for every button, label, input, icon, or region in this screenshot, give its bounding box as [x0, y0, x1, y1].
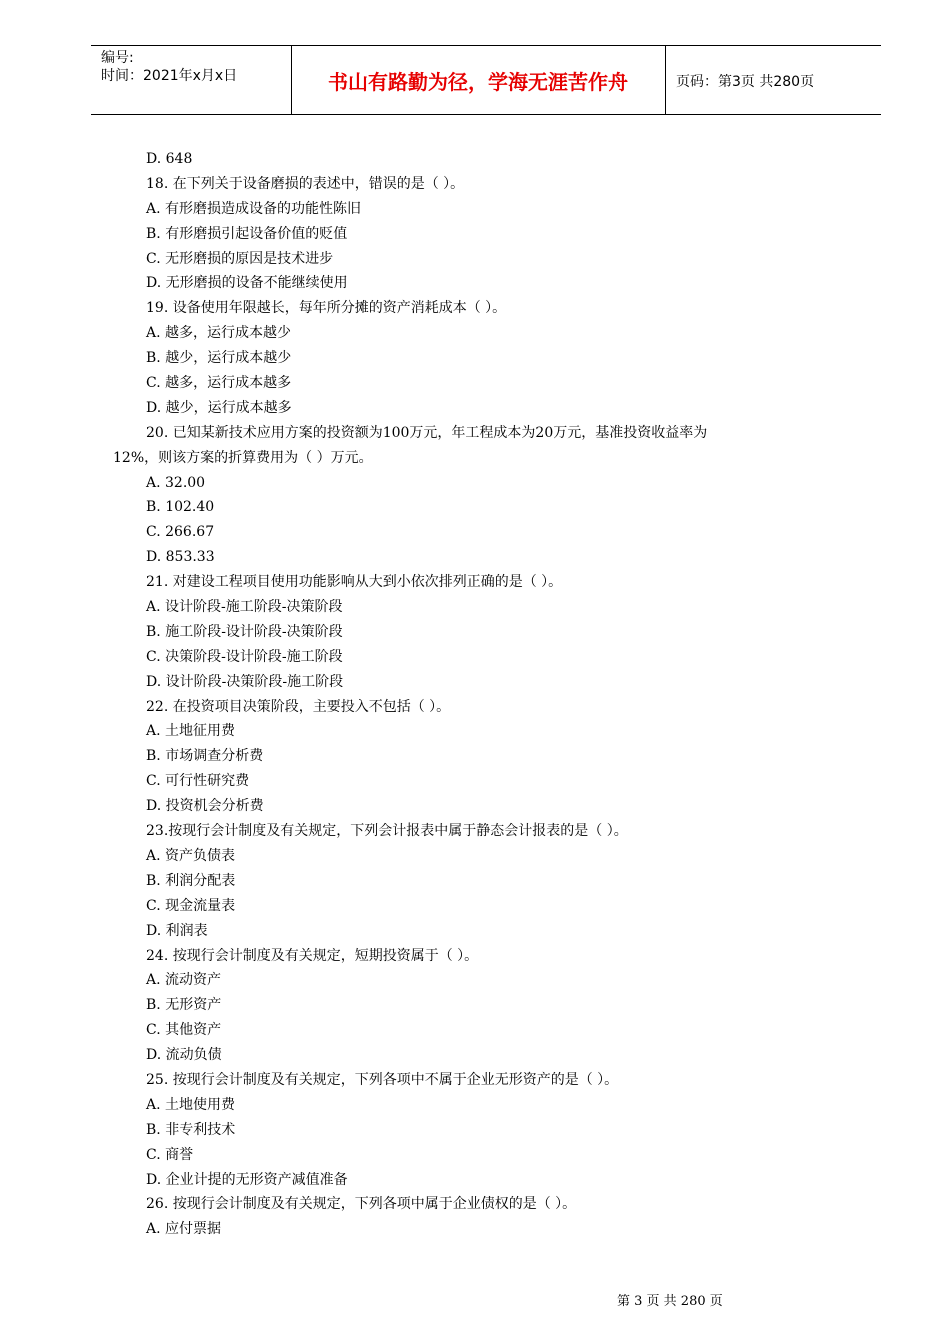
- document-body: [113, 147, 866, 1242]
- question-20: 20. 已知某新技术应用方案的投资额为100万元，年工程成本为20万元，基准投资收益率为: [146, 424, 708, 441]
- option-line: C. 决策阶段-设计阶段-施工阶段: [146, 648, 343, 665]
- question-20-continued: 12%，则该方案的折算费用为（ ）万元。: [113, 449, 373, 466]
- option-line: C. 越多，运行成本越多: [146, 375, 292, 392]
- question-25: 25. 按现行会计制度及有关规定，下列各项中不属于企业无形资产的是（ ）。: [146, 1071, 619, 1088]
- option-line: D. 越少，运行成本越多: [146, 399, 292, 416]
- question-19: 19. 设备使用年限越长，每年所分摊的资产消耗成本（ ）。: [146, 300, 507, 317]
- header-meta-cell: [91, 46, 292, 114]
- header-page-info: 页码：第3页 共280页: [676, 74, 815, 90]
- option-line: A. 设计阶段-施工阶段-决策阶段: [146, 599, 343, 616]
- option-line: B. 无形资产: [146, 997, 222, 1014]
- serial-label: 编号:: [101, 50, 134, 66]
- option-line: B. 有形磨损引起设备价值的贬值: [146, 225, 348, 242]
- motto-text: 书山有路勤为径，学海无涯苦作舟: [328, 70, 628, 94]
- question-22: 22. 在投资项目决策阶段，主要投入不包括（ ）。: [146, 698, 451, 715]
- option-line: B. 非专利技术: [146, 1121, 236, 1138]
- option-line: C. 无形磨损的原因是技术进步: [146, 250, 334, 267]
- question-23: 23.按现行会计制度及有关规定，下列会计报表中属于静态会计报表的是（ ）。: [146, 823, 628, 840]
- option-line: D. 无形磨损的设备不能继续使用: [146, 275, 348, 292]
- option-line: A. 资产负债表: [146, 847, 236, 864]
- option-line: A. 流动资产: [146, 972, 222, 989]
- header-motto-cell: [291, 46, 666, 114]
- question-24: 24. 按现行会计制度及有关规定，短期投资属于（ ）。: [146, 947, 479, 964]
- option-line: C. 商誉: [146, 1146, 194, 1163]
- question-18: 18. 在下列关于设备磨损的表述中，错误的是（ ）。: [146, 175, 465, 192]
- option-line: C. 266.67: [146, 524, 215, 541]
- option-line: A. 应付票据: [146, 1221, 222, 1238]
- option-line: A. 有形磨损造成设备的功能性陈旧: [146, 200, 362, 217]
- option-line: D. 设计阶段-决策阶段-施工阶段: [146, 673, 344, 690]
- option-line: C. 现金流量表: [146, 897, 236, 914]
- option-line: B. 利润分配表: [146, 872, 236, 889]
- time-label: 时间：2021年x月x日: [101, 68, 238, 84]
- option-line: B. 市场调查分析费: [146, 748, 264, 765]
- page-header: [91, 45, 881, 115]
- option-line: B. 越少，运行成本越少: [146, 350, 292, 367]
- option-line: A. 越多，运行成本越少: [146, 325, 292, 342]
- option-line: B. 施工阶段-设计阶段-决策阶段: [146, 623, 343, 640]
- option-line: C. 可行性研究费: [146, 773, 250, 790]
- option-line: D. 企业计提的无形资产减值准备: [146, 1171, 348, 1188]
- text-line: D. 648: [146, 151, 193, 167]
- page-footer: 第 3 页 共 280 页: [617, 1294, 723, 1309]
- question-21: 21. 对建设工程项目使用功能影响从大到小依次排列正确的是（ ）。: [146, 574, 563, 591]
- option-line: A. 土地征用费: [146, 723, 236, 740]
- option-line: D. 853.33: [146, 549, 215, 566]
- option-line: A. 32.00: [146, 474, 206, 491]
- option-line: D. 流动负债: [146, 1047, 222, 1064]
- option-line: D. 利润表: [146, 922, 208, 939]
- option-line: C. 其他资产: [146, 1022, 222, 1039]
- option-line: B. 102.40: [146, 499, 215, 516]
- option-line: A. 土地使用费: [146, 1096, 236, 1113]
- header-page-cell: [666, 46, 881, 114]
- question-26: 26. 按现行会计制度及有关规定，下列各项中属于企业债权的是（ ）。: [146, 1196, 577, 1213]
- option-line: D. 投资机会分析费: [146, 798, 264, 815]
